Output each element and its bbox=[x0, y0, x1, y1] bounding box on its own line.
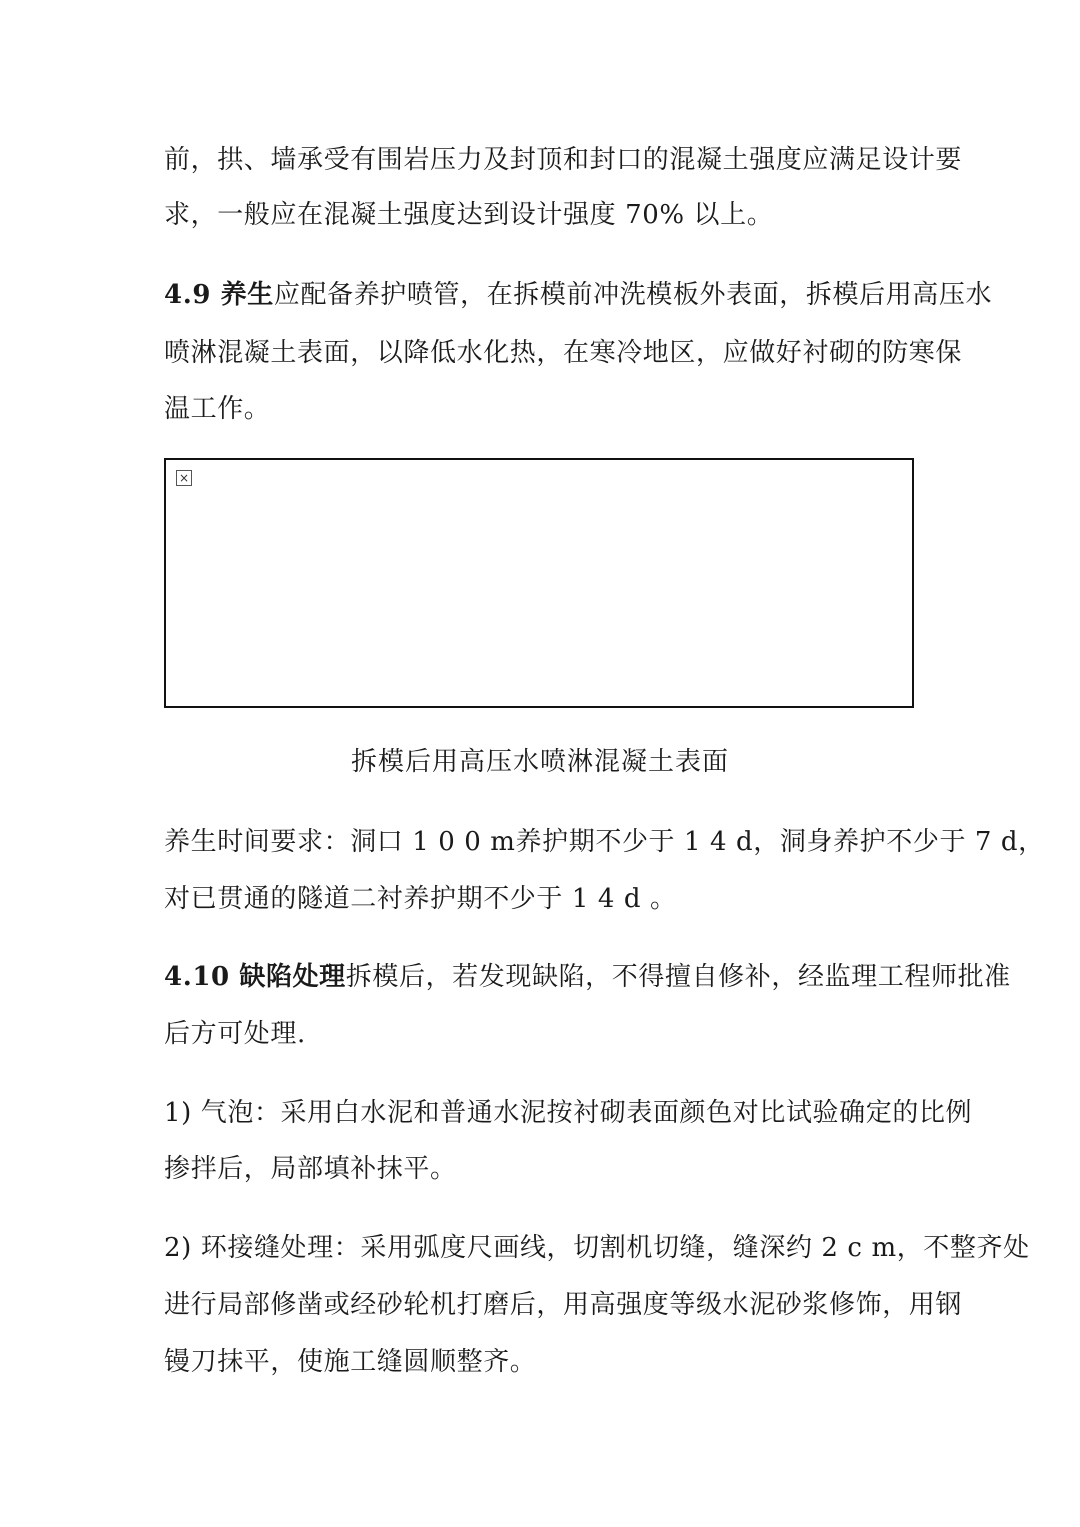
section-4-10-line-2: 后方可处理. bbox=[164, 1019, 306, 1049]
section-4-10-text: 拆模后，若发现缺陷，不得擅自修补，经监理工程师批准 bbox=[345, 962, 1011, 992]
section-4-9-line-3: 温工作。 bbox=[164, 394, 271, 424]
item-2-line-2: 进行局部修凿或经砂轮机打磨后，用高强度等级水泥砂浆修饰，用钢 bbox=[164, 1290, 963, 1320]
curing-time-line-1: 养生时间要求：洞口 1 0 0 m养护期不少于 1 4 d，洞身养护不少于 7 d， bbox=[164, 827, 1045, 857]
section-4-9-line-2: 喷淋混凝土表面，以降低水化热，在寒冷地区，应做好衬砌的防寒保 bbox=[164, 338, 963, 368]
intro-line-2: 求，一般应在混凝土强度达到设计强度 70% 以上。 bbox=[164, 200, 774, 230]
intro-line-1: 前，拱、墙承受有围岩压力及封顶和封口的混凝土强度应满足设计要 bbox=[164, 145, 963, 175]
item-1-line-2: 掺拌后，局部填补抹平。 bbox=[164, 1154, 457, 1184]
figure-caption: 拆模后用高压水喷淋混凝土表面 bbox=[350, 747, 729, 777]
item-2-line-1: 2) 环接缝处理：采用弧度尺画线，切割机切缝，缝深约 2 c m，不整齐处 bbox=[164, 1233, 1030, 1263]
item-2-line-3: 镘刀抹平，使施工缝圆顺整齐。 bbox=[164, 1347, 537, 1377]
section-4-9-heading: 4.9 养生 bbox=[164, 280, 274, 310]
item-1-line-1: 1) 气泡：采用白水泥和普通水泥按衬砌表面颜色对比试验确定的比例 bbox=[164, 1098, 973, 1128]
section-4-10-heading: 4.10 缺陷处理 bbox=[164, 962, 346, 992]
figure-image-placeholder bbox=[164, 458, 914, 708]
section-4-9-line-1 bbox=[164, 278, 992, 312]
curing-time-line-2: 对已贯通的隧道二衬养护期不少于 1 4 d 。 bbox=[164, 884, 677, 914]
section-4-10-line-1 bbox=[164, 960, 1011, 994]
broken-image-icon: × bbox=[176, 470, 192, 486]
section-4-9-text: 应配备养护喷管，在拆模前冲洗模板外表面，拆模后用高压水 bbox=[273, 280, 993, 310]
